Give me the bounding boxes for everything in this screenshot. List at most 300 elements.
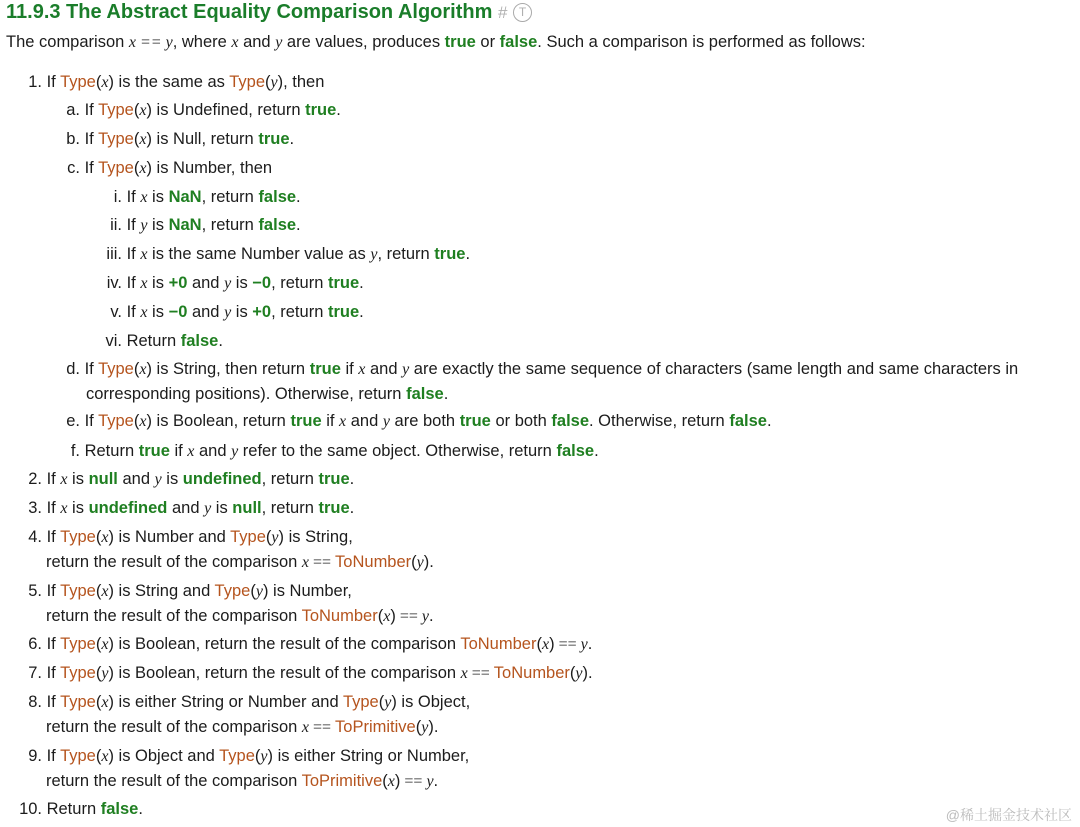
paren: ) — [108, 635, 114, 653]
paren: ( — [382, 772, 388, 790]
text: and — [365, 360, 403, 378]
text: . — [218, 332, 223, 350]
math-var: y — [580, 636, 588, 653]
paren: ) — [391, 693, 397, 711]
step-6 — [24, 634, 592, 655]
math-var: x — [101, 694, 109, 711]
paren: ( — [536, 635, 542, 653]
keyword-plus-zero: +0 — [168, 274, 188, 292]
math-var: y — [426, 773, 434, 790]
paren: ( — [411, 553, 417, 571]
step-1e — [64, 411, 772, 432]
keyword-nan: NaN — [168, 188, 202, 206]
step-number: 7. — [28, 664, 42, 682]
paren: ( — [133, 360, 140, 378]
keyword-true: true — [327, 274, 360, 292]
step-8 — [24, 692, 470, 713]
text: . — [138, 800, 143, 818]
text: is String, — [284, 528, 353, 546]
text: is — [147, 274, 169, 292]
text: Return — [46, 800, 101, 818]
text: is — [67, 470, 89, 488]
text: return the result of the comparison — [46, 718, 302, 736]
math-var: x — [139, 413, 147, 430]
text: or both — [490, 412, 552, 430]
step-1c-iv — [100, 273, 364, 294]
text: refer to the same object. Otherwise, return — [238, 442, 557, 460]
text: is — [67, 499, 89, 517]
text: is — [231, 303, 253, 321]
step-number: f. — [70, 442, 80, 460]
keyword-true: true — [290, 412, 322, 430]
text: . — [587, 635, 593, 653]
paren: ( — [133, 159, 140, 177]
keyword-true: true — [258, 130, 290, 148]
text: is — [231, 274, 253, 292]
step-1a — [64, 100, 341, 121]
step-number: iv. — [106, 274, 122, 292]
math-var: x — [140, 275, 148, 292]
step-number: 10. — [19, 800, 42, 818]
step-10 — [16, 799, 143, 819]
step-number: a. — [66, 101, 80, 119]
math-var: x — [339, 413, 347, 430]
tonumber-link[interactable]: ToNumber — [460, 635, 537, 653]
text: . — [428, 607, 434, 625]
step-number: v. — [110, 303, 122, 321]
step-number: b. — [66, 130, 80, 148]
text: If — [84, 130, 99, 148]
text: is Number, — [268, 582, 352, 600]
paren: ( — [95, 664, 102, 682]
math-var: y — [231, 443, 239, 460]
text: ). — [582, 664, 593, 682]
text: . — [766, 412, 772, 430]
text: If — [46, 470, 61, 488]
type-link[interactable]: Type — [219, 747, 255, 765]
text: ). — [423, 553, 434, 571]
paren: ) — [146, 360, 152, 378]
paren: ( — [378, 693, 385, 711]
keyword-false: false — [556, 442, 595, 460]
keyword-minus-zero: −0 — [168, 303, 188, 321]
text: Return — [126, 332, 181, 350]
paren: ( — [95, 693, 102, 711]
keyword-true: true — [138, 442, 170, 460]
math-var: y — [402, 361, 410, 378]
keyword-undefined: undefined — [182, 470, 262, 488]
paren: ( — [95, 73, 102, 91]
paren: ( — [377, 607, 384, 625]
keyword-false: false — [100, 800, 139, 818]
type-link[interactable]: Type — [60, 635, 96, 653]
math-var: x — [301, 719, 309, 736]
keyword-true: true — [434, 245, 466, 263]
step-1d-continued — [86, 384, 448, 404]
text: , return — [271, 303, 328, 321]
math-var: y — [416, 554, 424, 571]
text: is Boolean, return the result of the comparison — [113, 664, 461, 682]
math-var: x — [231, 34, 239, 51]
step-number: vi. — [105, 332, 122, 350]
math-var: y — [204, 500, 212, 517]
math-var: y — [154, 471, 162, 488]
step-9-continued — [46, 771, 438, 792]
paren: ) — [146, 101, 152, 119]
math-var: x — [60, 471, 68, 488]
text: If — [46, 693, 61, 711]
equals-operator: == — [400, 773, 427, 790]
equals-operator: == — [309, 554, 336, 571]
step-number: 4. — [28, 528, 42, 546]
type-link[interactable]: Type — [98, 159, 134, 177]
type-link[interactable]: Type — [60, 528, 96, 546]
text: is Object, — [396, 693, 471, 711]
text: ). — [428, 718, 439, 736]
text: is Number and — [113, 528, 231, 546]
text: If — [126, 245, 141, 263]
text: return the result of the comparison — [46, 772, 302, 790]
text: are both — [389, 412, 460, 430]
paren: ) — [108, 693, 114, 711]
keyword-false: false — [406, 385, 444, 403]
intro-text: and — [238, 33, 276, 51]
paren: ( — [250, 582, 256, 600]
text: is the same Number value as — [147, 245, 371, 263]
paren: ) — [394, 772, 401, 790]
type-link[interactable]: Type — [60, 582, 96, 600]
math-var: y — [224, 304, 232, 321]
text: . — [336, 101, 341, 119]
math-var: y — [140, 217, 148, 234]
math-var: x — [139, 160, 147, 177]
keyword-true: true — [459, 412, 491, 430]
type-link[interactable]: Type — [98, 360, 134, 378]
tonumber-link[interactable]: ToNumber — [301, 607, 378, 625]
keyword-true: true — [444, 33, 476, 51]
text: If — [126, 216, 141, 234]
type-link[interactable]: Type — [342, 693, 379, 711]
step-number: c. — [67, 159, 80, 177]
math-var: x — [140, 246, 148, 263]
text: . — [443, 385, 449, 403]
math-var: x — [60, 500, 68, 517]
paren: ) — [108, 664, 114, 682]
text: is — [147, 188, 169, 206]
type-link[interactable]: Type — [98, 412, 134, 430]
intro-text: The comparison — [6, 33, 129, 51]
paren: ) — [278, 528, 285, 546]
keyword-undefined: undefined — [88, 499, 168, 517]
paren: ( — [133, 130, 140, 148]
tonumber-link[interactable]: ToNumber — [335, 553, 412, 571]
intro-text: . Such a comparison is performed as follows: — [537, 33, 866, 51]
math-var: x — [101, 583, 109, 600]
step-1c-i — [100, 187, 301, 208]
paren: ) — [108, 528, 114, 546]
step-4 — [24, 527, 353, 548]
text: is Undefined, return — [151, 101, 306, 119]
math-var: x — [101, 748, 109, 765]
step-2 — [24, 469, 354, 490]
math-var: y — [370, 246, 378, 263]
type-link[interactable]: Type — [60, 73, 96, 91]
paren: ( — [415, 718, 422, 736]
paren: ) — [108, 73, 114, 91]
page-title — [6, 1, 532, 24]
math-var: x — [387, 773, 395, 790]
intro-text: , where — [172, 33, 232, 51]
keyword-true: true — [327, 303, 360, 321]
text: If — [84, 360, 99, 378]
type-link[interactable]: Type — [98, 130, 134, 148]
text: is String, then return — [151, 360, 310, 378]
step-number: 9. — [28, 747, 42, 765]
keyword-null: null — [88, 470, 118, 488]
text: , then — [283, 73, 325, 91]
text: if — [321, 412, 340, 430]
step-5-continued — [46, 606, 434, 627]
keyword-false: false — [258, 216, 297, 234]
step-number: 5. — [28, 582, 42, 600]
text: is Boolean, return the result of the comparison — [113, 635, 461, 653]
text: . — [296, 216, 301, 234]
text: . — [359, 303, 364, 321]
keyword-false: false — [180, 332, 219, 350]
paren: ) — [549, 635, 555, 653]
text: , return — [377, 245, 435, 263]
t-circle-icon[interactable]: T — [513, 3, 532, 22]
text: is Number, then — [151, 159, 273, 177]
text: is the same as — [113, 73, 230, 91]
text: If — [46, 582, 61, 600]
paren: ( — [265, 528, 272, 546]
text: is Object and — [113, 747, 220, 765]
text: and — [187, 274, 225, 292]
tonumber-link[interactable]: ToNumber — [493, 664, 570, 682]
text: is — [211, 499, 233, 517]
text: is — [161, 470, 183, 488]
type-link[interactable]: Type — [60, 747, 96, 765]
text: is Null, return — [151, 130, 259, 148]
step-number: 6. — [28, 635, 42, 653]
type-link[interactable]: Type — [214, 582, 251, 600]
keyword-null: null — [232, 499, 262, 517]
text: . — [465, 245, 471, 263]
math-var: x — [541, 636, 550, 653]
step-1f — [64, 441, 599, 462]
math-var: x — [187, 443, 195, 460]
intro-paragraph — [6, 32, 866, 53]
text: corresponding positions). Otherwise, return — [86, 385, 407, 403]
text: is either String or Number, — [273, 747, 470, 765]
step-3 — [24, 498, 354, 519]
math-var: x — [383, 608, 391, 625]
step-1c-vi — [100, 331, 223, 351]
keyword-minus-zero: −0 — [252, 274, 272, 292]
keyword-true: true — [318, 499, 350, 517]
type-link[interactable]: Type — [230, 528, 266, 546]
step-1b — [64, 129, 294, 150]
text: If — [46, 528, 61, 546]
keyword-false: false — [551, 412, 590, 430]
text: . — [433, 772, 439, 790]
keyword-false: false — [729, 412, 767, 430]
text: is String and — [113, 582, 215, 600]
math-var: y — [421, 719, 429, 736]
type-link[interactable]: Type — [98, 101, 134, 119]
equals-operator: == — [309, 719, 336, 736]
text: If — [126, 274, 141, 292]
toprimitive-link[interactable]: ToPrimitive — [301, 772, 383, 790]
math-var: y — [575, 665, 583, 682]
text: is — [147, 303, 169, 321]
step-7 — [24, 663, 593, 684]
step-1c-ii — [100, 215, 301, 236]
intro-text: or — [475, 33, 500, 51]
keyword-plus-zero: +0 — [252, 303, 272, 321]
paren: ( — [133, 101, 140, 119]
text: , return — [261, 499, 319, 517]
text: . Otherwise, return — [589, 412, 730, 430]
math-var: x — [101, 74, 109, 91]
math-var: x — [140, 304, 148, 321]
step-1c-iii — [100, 244, 470, 265]
math-var: y — [275, 34, 283, 51]
math-var: y — [384, 694, 392, 711]
step-number: iii. — [106, 245, 122, 263]
paren: ) — [390, 607, 396, 625]
paren: ) — [146, 412, 152, 430]
text: return the result of the comparison — [46, 553, 302, 571]
step-1c-v — [100, 302, 364, 323]
text: is Boolean, return — [151, 412, 291, 430]
keyword-true: true — [309, 360, 341, 378]
text: . — [289, 130, 295, 148]
math-var: y — [101, 665, 109, 682]
type-link[interactable]: Type — [229, 73, 265, 91]
watermark: @稀土掘金技术社区 — [945, 807, 1072, 823]
text: Return — [84, 442, 139, 460]
step-number: 2. — [28, 470, 42, 488]
paren: ( — [133, 412, 140, 430]
text: . — [359, 274, 364, 292]
equals-operator: == — [554, 636, 581, 653]
math-var: x — [101, 636, 109, 653]
paren: ) — [146, 159, 152, 177]
text: If — [46, 73, 61, 91]
step-number: 1. — [28, 73, 42, 91]
step-number: d. — [66, 360, 80, 378]
paren: ( — [254, 747, 261, 765]
math-var: x — [101, 529, 109, 546]
text: if — [340, 360, 359, 378]
text: is — [147, 216, 169, 234]
math-var: y — [421, 608, 429, 625]
math-var: y — [224, 275, 232, 292]
toprimitive-link[interactable]: ToPrimitive — [335, 718, 416, 736]
text: and — [194, 442, 232, 460]
text: If — [84, 159, 99, 177]
step-9 — [24, 746, 469, 767]
text: . — [349, 470, 355, 488]
paren: ) — [277, 73, 284, 91]
paren: ( — [95, 528, 102, 546]
step-number: e. — [66, 412, 80, 430]
text: , return — [261, 470, 319, 488]
text: are exactly the same sequence of characters (same length and same characters in — [409, 360, 1019, 378]
text: . — [296, 188, 301, 206]
text: If — [46, 664, 61, 682]
math-var: x — [139, 131, 147, 148]
step-5 — [24, 581, 352, 602]
text: and — [117, 470, 155, 488]
math-var: x — [358, 361, 366, 378]
keyword-true: true — [318, 470, 350, 488]
text: If — [126, 188, 141, 206]
text: If — [126, 303, 141, 321]
paren: ( — [95, 747, 102, 765]
keyword-nan: NaN — [168, 216, 202, 234]
title-text: 11.9.3 The Abstract Equality Comparison Algorithm — [6, 1, 493, 23]
text: and — [346, 412, 383, 430]
step-number: i. — [113, 188, 122, 206]
keyword-false: false — [258, 188, 297, 206]
math-var: y — [260, 748, 268, 765]
math-var: x — [140, 189, 148, 206]
type-link[interactable]: Type — [60, 693, 96, 711]
keyword-true: true — [305, 101, 337, 119]
text: , return — [201, 188, 259, 206]
math-var: y — [255, 583, 263, 600]
paren: ) — [262, 582, 269, 600]
paren: ) — [146, 130, 152, 148]
math-var: y — [270, 74, 278, 91]
step-4-continued — [46, 552, 434, 573]
keyword-false: false — [499, 33, 538, 51]
text: If — [46, 635, 61, 653]
step-1d — [64, 359, 1018, 380]
paren: ) — [267, 747, 274, 765]
intro-text: are values, produces — [282, 33, 445, 51]
anchor-hash-link[interactable]: # — [497, 3, 508, 22]
math-var: x — [139, 361, 147, 378]
text: . — [594, 442, 599, 460]
paren: ) — [108, 747, 114, 765]
step-1 — [24, 72, 324, 93]
text: if — [169, 442, 188, 460]
step-number: ii. — [110, 216, 122, 234]
type-link[interactable]: Type — [60, 664, 96, 682]
text: and — [167, 499, 205, 517]
step-number: 3. — [28, 499, 42, 517]
math-var: x — [139, 102, 147, 119]
equals-operator: == — [467, 665, 494, 682]
text: If — [46, 499, 61, 517]
text: If — [84, 101, 99, 119]
step-number: 8. — [28, 693, 42, 711]
math-var: x — [460, 665, 468, 682]
equals-operator: == — [395, 608, 422, 625]
step-8-continued — [46, 717, 438, 738]
text: , return — [271, 274, 328, 292]
text: , return — [201, 216, 259, 234]
text: is either String or Number and — [113, 693, 343, 711]
math-var: y — [271, 529, 279, 546]
math-var: y — [382, 413, 390, 430]
text: . — [349, 499, 355, 517]
text: If — [84, 412, 99, 430]
